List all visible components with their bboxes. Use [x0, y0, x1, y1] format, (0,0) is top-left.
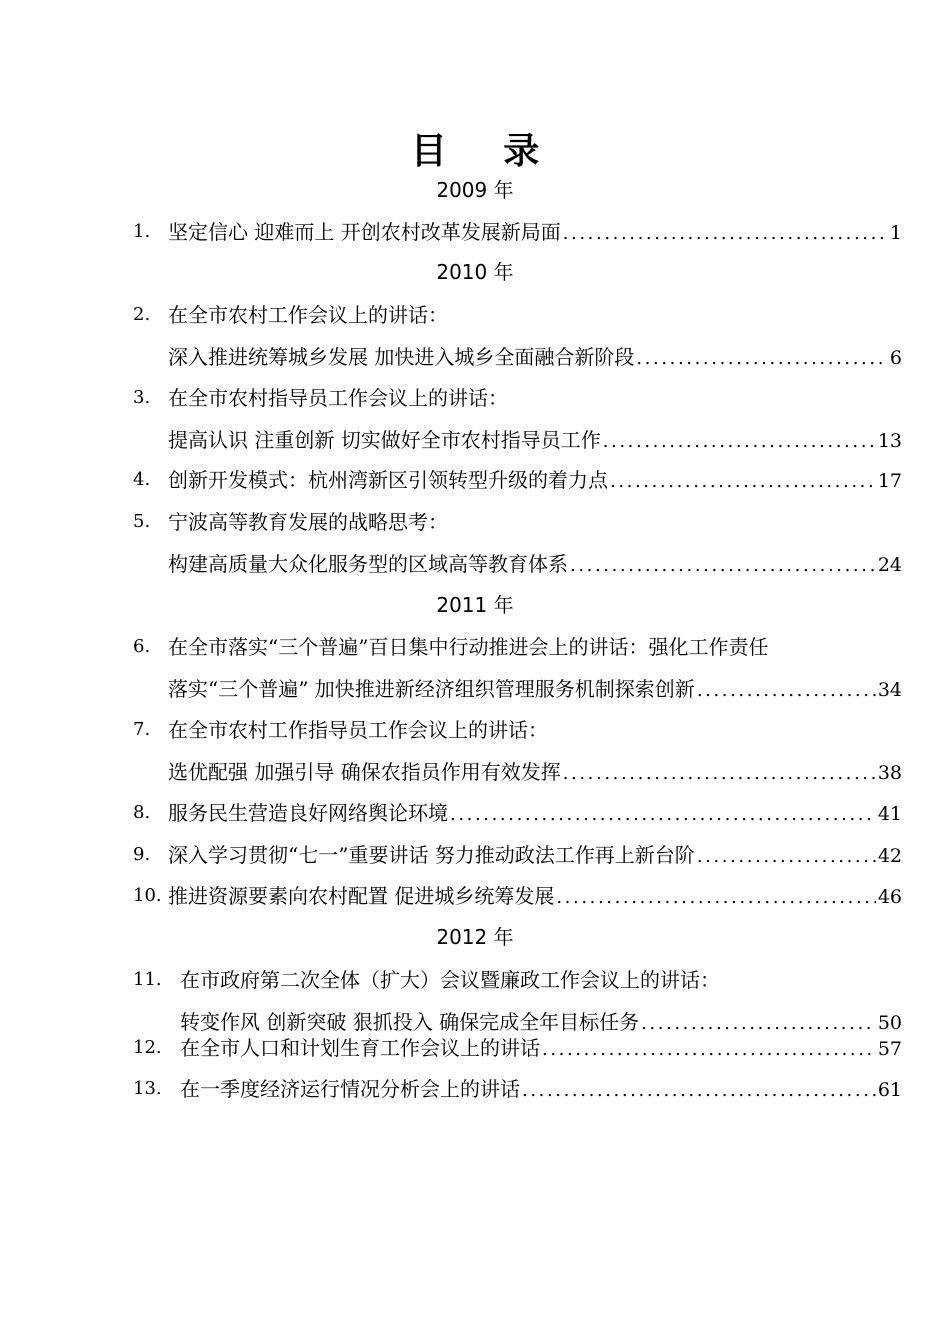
page-number: 13: [877, 430, 902, 452]
entry-title: 坚定信心 迎难而上 开创农村改革发展新局面: [168, 220, 561, 244]
entry-number: 8.: [133, 802, 151, 823]
page-number: 61: [877, 1079, 902, 1101]
dot-leader: [542, 1036, 876, 1064]
entry-title: 选优配强 加强引导 确保农指员作用有效发挥: [168, 760, 561, 784]
entry-number: 2.: [133, 304, 151, 325]
toc-entry-line[interactable]: [133, 882, 902, 912]
page-number: 17: [877, 470, 902, 492]
toc-entry-line[interactable]: [133, 384, 902, 412]
entry-number: 12.: [133, 1037, 162, 1058]
page-number: 24: [877, 554, 902, 576]
entry-title: 提高认识 注重创新 切实做好全市农村指导员工作: [168, 428, 601, 452]
dot-leader: [697, 677, 876, 705]
toc-entry-line[interactable]: [168, 426, 902, 456]
year-heading: 2009 年: [436, 178, 514, 202]
toc-entry-line[interactable]: [133, 1034, 902, 1064]
page-number: 38: [877, 762, 902, 784]
toc-entry-line[interactable]: [168, 758, 902, 788]
entry-title: 在全市农村工作指导员工作会议上的讲话：: [168, 718, 548, 742]
entry-number: 13.: [133, 1078, 162, 1099]
entry-number: 9.: [133, 844, 151, 865]
entry-title: 在一季度经济运行情况分析会上的讲话: [180, 1077, 520, 1101]
toc-entry-line[interactable]: [133, 633, 902, 661]
dot-leader: [697, 843, 876, 871]
entry-title: 服务民生营造良好网络舆论环境: [168, 801, 448, 825]
toc-entry-line[interactable]: [133, 1075, 902, 1105]
page-number: 57: [877, 1038, 902, 1060]
toc-entry-line[interactable]: [168, 343, 902, 373]
page-number: 42: [877, 845, 902, 867]
entry-title: 落实“三个普遍” 加快推进新经济组织管理服务机制探索创新: [168, 677, 695, 701]
year-heading: 2011 年: [436, 593, 514, 617]
entry-number: 11.: [133, 969, 162, 990]
page-number: 1: [889, 222, 902, 244]
toc-entry-line[interactable]: [133, 841, 902, 871]
toc-entry-line[interactable]: [133, 716, 902, 744]
toc-entry-line[interactable]: [133, 508, 902, 536]
entry-number: 1.: [133, 221, 151, 242]
dot-leader: [450, 801, 876, 829]
entry-title: 构建高质量大众化服务型的区域高等教育体系: [168, 552, 568, 576]
entry-title: 推进资源要素向农村配置 促进城乡统筹发展: [168, 884, 555, 908]
entry-title: 深入学习贯彻“七一”重要讲话 努力推动政法工作再上新台阶: [168, 843, 695, 867]
page-number: 34: [877, 679, 902, 701]
toc-entry-line[interactable]: [133, 799, 902, 829]
page-number: 6: [889, 347, 902, 369]
toc-entry-line[interactable]: [133, 218, 902, 248]
page-number: 50: [877, 1012, 902, 1034]
toc-entry-line[interactable]: [168, 550, 902, 580]
entry-number: 7.: [133, 719, 151, 740]
dot-leader: [636, 345, 888, 373]
entry-number: 3.: [133, 387, 151, 408]
entry-number: 4.: [133, 469, 151, 490]
entry-title: 在全市农村工作会议上的讲话：: [168, 303, 448, 327]
toc-entry-line[interactable]: [133, 966, 902, 994]
dot-leader: [563, 220, 888, 248]
entry-title: 深入推进统筹城乡发展 加快进入城乡全面融合新阶段: [168, 345, 635, 369]
entry-title: 在全市人口和计划生育工作会议上的讲话: [180, 1036, 540, 1060]
toc-entry-line[interactable]: [133, 301, 902, 329]
toc-entry-line[interactable]: [133, 466, 902, 496]
entry-number: 6.: [133, 636, 151, 657]
entry-title: 宁波高等教育发展的战略思考：: [168, 510, 448, 534]
year-heading: 2012 年: [436, 925, 514, 949]
entry-number: 5.: [133, 511, 151, 532]
entry-title: 在全市落实“三个普遍”百日集中行动推进会上的讲话：强化工作责任: [168, 635, 769, 659]
dot-leader: [603, 428, 876, 456]
entry-title: 转变作风 创新突破 狠抓投入 确保完成全年目标任务: [180, 1010, 640, 1034]
dot-leader: [563, 760, 876, 788]
entry-number: 10.: [133, 885, 162, 906]
entry-title: 在市政府第二次全体（扩大）会议暨廉政工作会议上的讲话：: [180, 968, 720, 992]
entry-title: 在全市农村指导员工作会议上的讲话：: [168, 386, 508, 410]
toc-entry-line[interactable]: [168, 675, 902, 705]
dot-leader: [522, 1077, 876, 1105]
year-heading: 2010 年: [436, 260, 514, 284]
dot-leader: [556, 884, 875, 912]
entry-title: 创新开发模式：杭州湾新区引领转型升级的着力点: [168, 468, 608, 492]
page-number: 46: [877, 886, 902, 908]
dot-leader: [610, 468, 876, 496]
page-title: 目 录: [410, 130, 562, 172]
dot-leader: [570, 552, 876, 580]
page-number: 41: [877, 803, 902, 825]
